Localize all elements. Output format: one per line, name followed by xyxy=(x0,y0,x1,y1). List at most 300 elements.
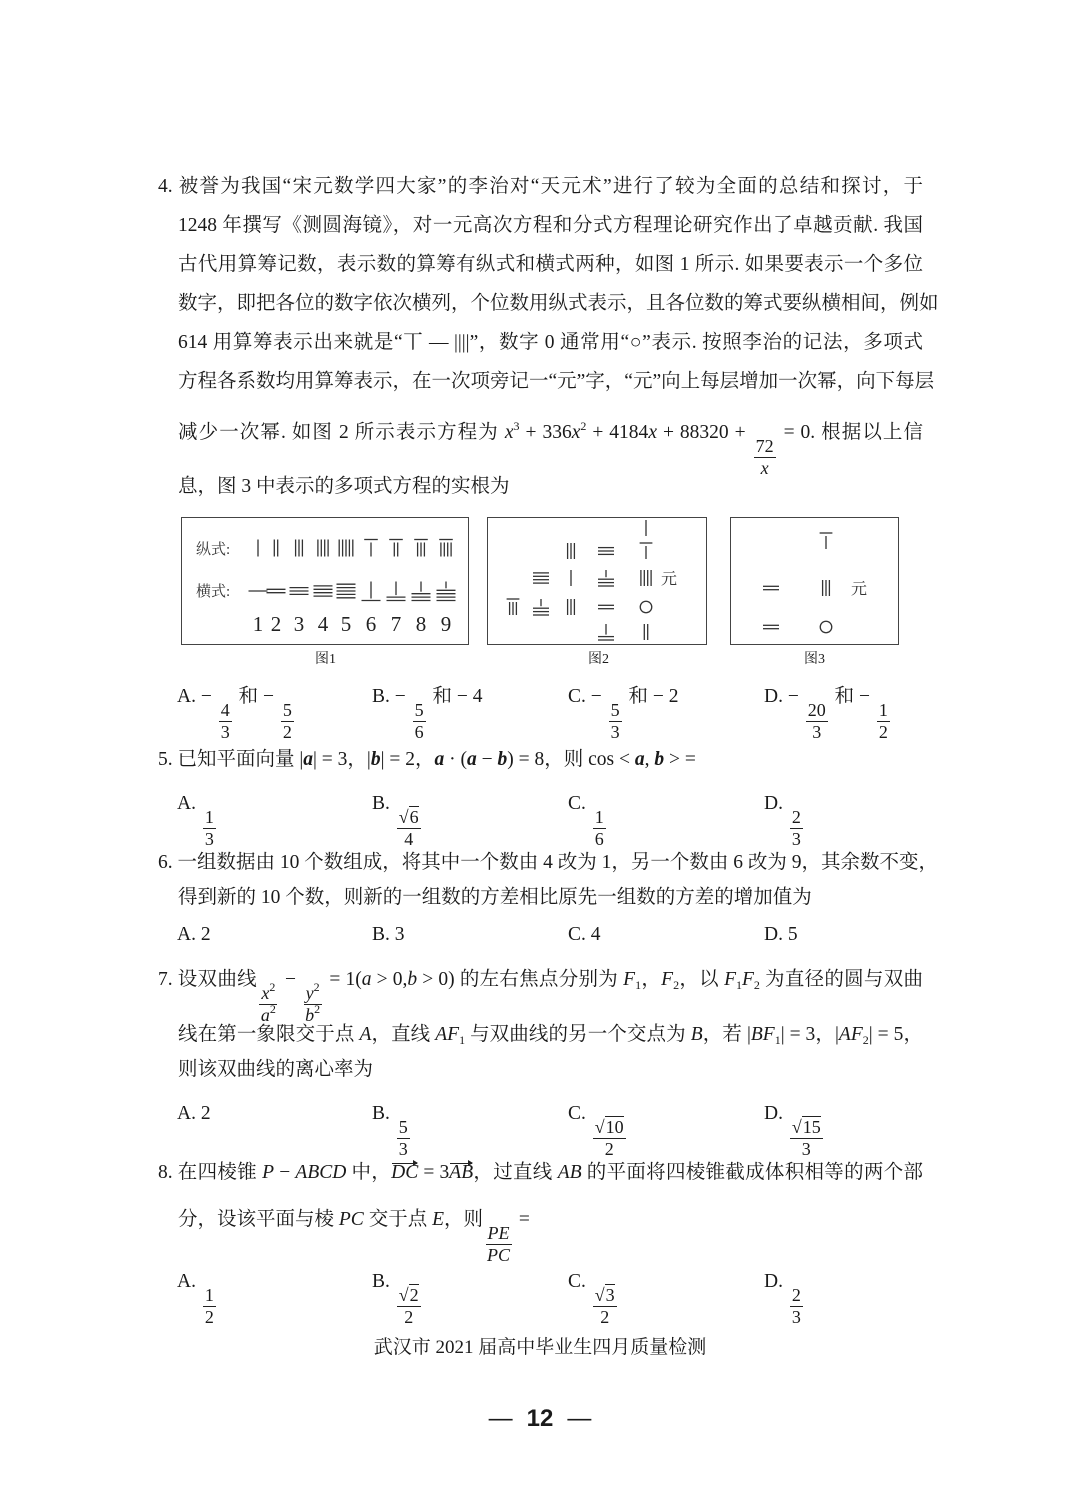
superscript: 2 xyxy=(269,1002,276,1016)
text-run: B. 3 xyxy=(372,924,405,945)
numerator xyxy=(281,700,294,722)
fraction xyxy=(203,807,216,850)
rod-digit-2 xyxy=(763,625,779,628)
text-run: − xyxy=(279,969,302,990)
q6-line xyxy=(158,849,939,877)
text-run: 5 xyxy=(610,700,620,720)
rod-digit-5 xyxy=(337,584,356,598)
denominator xyxy=(219,722,232,743)
text-run: − xyxy=(274,1162,296,1183)
text-run: 和 − xyxy=(829,686,875,707)
q7-option-a xyxy=(177,1100,211,1128)
fraction xyxy=(593,807,606,850)
fraction xyxy=(259,980,278,1026)
denominator xyxy=(402,829,415,850)
q4-option-c xyxy=(568,683,679,743)
digit-label: 7 xyxy=(390,612,402,636)
text-run: 与双曲线的另一个交点为 xyxy=(465,1024,691,1045)
q6-option-c xyxy=(568,921,601,949)
text-run: ，以 xyxy=(679,969,725,990)
rod-digit-8 xyxy=(598,570,614,586)
numerator xyxy=(790,1117,823,1139)
text-run: 5 xyxy=(414,700,424,720)
rod-digit-6 xyxy=(362,582,381,601)
text-run: 3 xyxy=(791,1307,801,1327)
text-run: − xyxy=(476,749,498,770)
q4-line xyxy=(178,473,510,501)
q4-line xyxy=(178,212,923,240)
text-run: 古代用算筹记数，表示数的算筹有纵式和横式两种，如图 1 所示. 如果要表示一个多位 xyxy=(178,254,923,275)
text-run: 3 xyxy=(801,1139,811,1159)
subscript: 1 xyxy=(774,1033,781,1047)
rod-digit-2 xyxy=(644,624,647,640)
text-run: 5. 已知平面向量 | xyxy=(158,749,304,770)
text-run: C. xyxy=(568,1271,591,1292)
numerator xyxy=(593,1285,617,1307)
q4-line xyxy=(178,290,939,318)
rod-digit-8 xyxy=(533,599,549,615)
rod-digit-0 xyxy=(640,601,652,613)
math-variable: PC xyxy=(338,1209,364,1230)
q4-line xyxy=(158,173,923,201)
denominator xyxy=(877,722,890,743)
text-run: D. − xyxy=(764,686,804,707)
subscript: 2 xyxy=(753,978,760,992)
rod-digit-7 xyxy=(389,540,403,557)
denominator xyxy=(203,1307,216,1328)
math-variable: E xyxy=(432,1209,444,1230)
fraction xyxy=(754,436,776,479)
numerator xyxy=(486,1223,512,1245)
rod-digit-6 xyxy=(364,540,378,557)
denominator xyxy=(609,722,622,743)
numerator xyxy=(790,807,803,829)
text-run: 交于点 xyxy=(363,1209,433,1230)
math-variable: B xyxy=(690,1024,703,1045)
text-run: 3 xyxy=(204,829,214,849)
text-run: = xyxy=(514,1209,530,1230)
vector-arrow: DC xyxy=(391,1162,419,1183)
text-run: 和 − 4 xyxy=(427,686,483,707)
yuan-marker: 元 xyxy=(851,581,868,598)
text-run: 2 xyxy=(604,1139,614,1159)
fraction xyxy=(303,980,322,1026)
figure-2 xyxy=(487,517,707,645)
fraction xyxy=(203,1285,216,1328)
q4-option-d xyxy=(764,683,892,743)
math-variable: PC xyxy=(487,1245,511,1265)
text-run: 的平面将四棱锥截成体积相等的两个部 xyxy=(581,1162,923,1183)
page-number xyxy=(0,1405,1080,1433)
rod-digit-4 xyxy=(314,586,333,596)
fraction xyxy=(397,1285,421,1328)
rod-digit-8 xyxy=(414,540,428,557)
text-run: 1 xyxy=(204,1285,214,1305)
vector-symbol: a xyxy=(467,749,477,770)
text-run: > 0, xyxy=(371,969,408,990)
numerator xyxy=(593,807,606,829)
rod-digit-8 xyxy=(507,599,520,615)
text-run: D. 5 xyxy=(764,924,798,945)
numerator xyxy=(413,700,426,722)
fraction xyxy=(281,700,294,743)
digit-label: 1 xyxy=(252,612,264,636)
text-run: > 0) 的左右焦点分别为 xyxy=(417,969,624,990)
radicand: 2 xyxy=(409,1285,419,1305)
numerator xyxy=(397,1285,421,1307)
text-run: 2 xyxy=(791,807,801,827)
text-run: + 4184 xyxy=(586,422,649,443)
text-run: ， xyxy=(641,969,662,990)
text-run: 6 xyxy=(594,829,604,849)
q7-line xyxy=(178,1056,373,1084)
vector-arrow: AB xyxy=(449,1162,474,1183)
numerator xyxy=(219,700,232,722)
denominator xyxy=(413,722,426,743)
text-run: C. xyxy=(568,1103,591,1124)
text-run: 3 xyxy=(398,1139,408,1159)
vector-symbol: a xyxy=(434,749,445,770)
square-root xyxy=(399,1284,419,1305)
text-run: = 0. 根据以上信 xyxy=(777,422,924,443)
text-run: B. − xyxy=(372,686,411,707)
vector-symbol: b xyxy=(370,749,381,770)
math-variable: F xyxy=(741,969,754,990)
q4-option-a xyxy=(177,683,296,743)
q8-option-b xyxy=(372,1268,423,1328)
text-run: A. xyxy=(177,1271,201,1292)
text-run: 1 xyxy=(204,807,214,827)
text-run: = 1( xyxy=(324,969,362,990)
text-run: 2 xyxy=(204,1307,214,1327)
digit-label: 4 xyxy=(317,612,329,636)
q8-option-a xyxy=(177,1268,218,1328)
numerator xyxy=(203,807,216,829)
fraction xyxy=(219,700,232,743)
numerator xyxy=(609,700,622,722)
figure-3 xyxy=(730,517,899,645)
q8-line xyxy=(178,1206,530,1266)
text-run: A. 2 xyxy=(177,1103,211,1124)
radicand: 15 xyxy=(802,1117,821,1137)
numerator xyxy=(203,1285,216,1307)
exam-title-footer: 武汉市 2021 届高中毕业生四月质量检测 xyxy=(373,1337,707,1358)
text-run: = 3 xyxy=(418,1162,450,1183)
numerator xyxy=(754,436,776,458)
text-run: 1248 年撰写《测圆海镜》，对一元高次方程和分式方程理论研究作出了卓越贡献. 我国 xyxy=(178,215,923,236)
rod-digit-6 xyxy=(820,533,833,549)
text-run: 72 xyxy=(755,436,774,456)
text-run: C. xyxy=(568,793,591,814)
digit-label: 8 xyxy=(415,612,427,636)
denominator xyxy=(810,722,823,743)
rod-digit-8 xyxy=(412,582,431,601)
zero-circle xyxy=(820,621,832,633)
subscript: 1 xyxy=(735,978,742,992)
rod-equation-figure-2 xyxy=(488,518,706,644)
vector-symbol: b xyxy=(654,749,665,770)
rod-digit-0 xyxy=(820,621,832,633)
vector-symbol: b xyxy=(497,749,508,770)
denominator xyxy=(603,1139,616,1160)
superscript: 3 xyxy=(513,419,520,433)
superscript: 2 xyxy=(580,419,587,433)
text-run: ) = 8，则 cos < xyxy=(507,749,635,770)
fraction xyxy=(790,1117,823,1160)
q5-option-b xyxy=(372,790,423,850)
subscript: 1 xyxy=(459,1033,466,1047)
q4-option-b xyxy=(372,683,483,743)
math-variable: AB xyxy=(557,1162,582,1183)
rod-equation-figure-3 xyxy=(731,518,898,644)
text-run: 中， xyxy=(346,1162,392,1183)
text-run: 得到新的 10 个数，则新的一组数的方差相比原先一组数的方差的增加值为 xyxy=(178,887,812,908)
text-run: · ( xyxy=(444,749,467,770)
text-run: 2 xyxy=(600,1307,610,1327)
math-variable: AF xyxy=(435,1024,460,1045)
fraction xyxy=(877,700,890,743)
q6-option-d xyxy=(764,921,798,949)
rod-digit-3 xyxy=(823,580,830,596)
rod-digit-4 xyxy=(533,573,549,583)
subscript: 1 xyxy=(635,978,642,992)
zero-circle xyxy=(640,601,652,613)
text-run: ，直线 xyxy=(371,1024,436,1045)
fraction xyxy=(790,1285,803,1328)
q7-line xyxy=(178,1021,923,1049)
radicand: 3 xyxy=(605,1285,615,1305)
rod-digit-4 xyxy=(318,540,328,557)
math-variable: x xyxy=(571,422,581,443)
q7-option-c xyxy=(568,1100,628,1160)
radicand: 10 xyxy=(605,1117,624,1137)
denominator xyxy=(485,1245,512,1266)
square-root xyxy=(792,1116,821,1137)
q4-line xyxy=(178,329,923,357)
math-variable: P xyxy=(262,1162,275,1183)
text-run: 为直径的圆与双曲 xyxy=(759,969,923,990)
text-run: D. xyxy=(764,1271,788,1292)
dash: — xyxy=(488,1405,513,1432)
text-run: 2 xyxy=(282,722,292,742)
math-variable: F xyxy=(724,969,736,990)
math-variable: x xyxy=(504,422,514,443)
fraction xyxy=(790,807,803,850)
math-variable: AF xyxy=(838,1024,863,1045)
text-run: 614 用算筹表示出来就是“丅 — ||||”，数字 0 通常用“○”表示. 按照李治的记法，多项式 xyxy=(178,332,923,353)
rod-digit-4 xyxy=(641,570,651,586)
text-run: 4 xyxy=(404,829,414,849)
text-run: 5 xyxy=(398,1117,408,1137)
superscript: 2 xyxy=(269,980,276,994)
text-run: | = 5， xyxy=(868,1024,923,1045)
figure-1-caption: 图1 xyxy=(315,652,336,667)
q8-option-d xyxy=(764,1268,805,1328)
denominator xyxy=(593,829,606,850)
rod-digit-3 xyxy=(568,543,575,559)
text-run: 方程各系数均用算筹表示，在一次项旁记一“元”字，“元”向上每层增加一次幂，向下每层 xyxy=(178,371,935,392)
vector-symbol: a xyxy=(634,749,645,770)
q6-option-a xyxy=(177,921,211,949)
radical-sign: √ xyxy=(594,1285,605,1305)
subscript: 2 xyxy=(862,1033,869,1047)
text-run: 2 xyxy=(878,722,888,742)
rod-digit-2 xyxy=(267,589,286,592)
rod-digit-3 xyxy=(290,588,309,595)
radical-sign: √ xyxy=(398,807,409,827)
q8-line xyxy=(158,1159,923,1187)
denominator xyxy=(281,722,294,743)
fraction xyxy=(397,1117,410,1160)
text-run: B. xyxy=(372,793,395,814)
denominator xyxy=(203,829,216,850)
rod-digit-2 xyxy=(274,540,277,557)
text-run: 减少一次幂. 如图 2 所示表示方程为 xyxy=(178,422,505,443)
q5-option-d xyxy=(764,790,805,850)
radical-sign: √ xyxy=(594,1117,605,1137)
figure-1 xyxy=(181,517,469,645)
numerator xyxy=(593,1117,626,1139)
math-variable: A xyxy=(359,1024,372,1045)
numerator xyxy=(397,807,421,829)
rod-digit-9 xyxy=(439,540,453,557)
denominator xyxy=(402,1307,415,1328)
text-run: 则该双曲线的离心率为 xyxy=(178,1059,374,1080)
superscript: 2 xyxy=(313,980,320,994)
digit-label: 9 xyxy=(440,612,452,636)
superscript: 2 xyxy=(314,1002,321,1016)
math-variable: BF xyxy=(750,1024,775,1045)
yuan-marker: 元 xyxy=(661,571,678,588)
text-run: ，过直线 xyxy=(473,1162,558,1183)
rod-numeral-chart xyxy=(182,518,468,644)
text-run: 6 xyxy=(414,722,424,742)
fraction xyxy=(485,1223,512,1266)
rod-digit-3 xyxy=(296,540,303,557)
rod-digit-7 xyxy=(387,582,406,601)
square-root xyxy=(595,1284,615,1305)
math-variable: a xyxy=(361,969,372,990)
digit-label: 3 xyxy=(293,612,305,636)
radicand: 6 xyxy=(409,807,419,827)
fraction xyxy=(806,700,828,743)
text-run: 数字，即把各位的数字依次横列，个位数用纵式表示，且各位数的筹式要纵横相间，例如 xyxy=(178,293,939,314)
text-run: 3 xyxy=(812,722,822,742)
text-run: D. xyxy=(764,793,788,814)
text-run: 和 − 2 xyxy=(623,686,679,707)
text-run: D. xyxy=(764,1103,788,1124)
text-run: 6. 一组数据由 10 个数组成，将其中一个数由 4 改为 1，另一个数由 6 改为 9，其余数不变， xyxy=(158,852,939,873)
numerator xyxy=(806,700,828,722)
dash: — xyxy=(567,1405,592,1432)
math-variable: b xyxy=(407,969,418,990)
figure-2-caption: 图2 xyxy=(588,652,609,667)
q5-line xyxy=(158,746,923,774)
q7-option-d xyxy=(764,1100,825,1160)
text-run: 线在第一象限交于点 xyxy=(178,1024,360,1045)
text-run: 7. 设双曲线 xyxy=(158,969,257,990)
denominator xyxy=(759,458,771,479)
page-number-value: 12 xyxy=(526,1405,554,1432)
math-variable: PE xyxy=(487,1223,510,1243)
math-variable: F xyxy=(623,969,636,990)
math-variable: x xyxy=(760,458,769,478)
rod-digit-7 xyxy=(598,624,614,640)
text-run: 1 xyxy=(878,700,888,720)
math-variable: b xyxy=(305,1005,315,1025)
fraction xyxy=(413,700,426,743)
text-run: 2 xyxy=(791,1285,801,1305)
q5-option-c xyxy=(568,790,608,850)
text-run: 3 xyxy=(791,829,801,849)
math-variable: ABCD xyxy=(295,1162,347,1183)
q5-option-a xyxy=(177,790,218,850)
denominator xyxy=(790,1307,803,1328)
denominator xyxy=(397,1139,410,1160)
text-run: + 88320 + xyxy=(656,422,752,443)
text-run: C. 4 xyxy=(568,924,601,945)
rod-digit-2 xyxy=(763,586,779,589)
numerator xyxy=(397,1117,410,1139)
denominator xyxy=(790,829,803,850)
text-run: 3 xyxy=(610,722,620,742)
math-variable: x xyxy=(648,422,657,443)
numerator xyxy=(790,1285,803,1307)
math-variable: a xyxy=(260,1005,270,1025)
vertical-form-label: 纵式: xyxy=(196,542,231,558)
text-run: 1 xyxy=(594,807,604,827)
q7-option-b xyxy=(372,1100,412,1160)
rod-digit-3 xyxy=(598,548,614,555)
text-run: | = 3，| xyxy=(780,1024,839,1045)
text-run: > = xyxy=(664,749,696,770)
denominator xyxy=(800,1139,813,1160)
figure-3-caption: 图3 xyxy=(804,652,825,667)
text-run: ，则 xyxy=(444,1209,484,1230)
vector-symbol: a xyxy=(303,749,314,770)
square-root xyxy=(399,806,419,827)
fraction xyxy=(593,1117,626,1160)
rod-digit-5 xyxy=(339,540,353,557)
text-run: A. 2 xyxy=(177,924,211,945)
q6-line xyxy=(178,884,812,912)
digit-label: 2 xyxy=(270,612,282,636)
text-run: | = 2， xyxy=(380,749,435,770)
q4-line xyxy=(178,368,935,396)
rod-digit-9 xyxy=(437,582,456,601)
fraction xyxy=(593,1285,617,1328)
math-variable: y xyxy=(305,983,314,1003)
q8-option-c xyxy=(568,1268,619,1328)
text-run: 2 xyxy=(404,1307,414,1327)
text-run: 和 − xyxy=(233,686,279,707)
text-run: 3 xyxy=(220,722,230,742)
radical-sign: √ xyxy=(398,1285,409,1305)
text-run: | = 3，| xyxy=(313,749,371,770)
fraction xyxy=(609,700,622,743)
q4-line xyxy=(178,251,923,279)
subscript: 2 xyxy=(673,978,680,992)
text-run: ，若 | xyxy=(702,1024,751,1045)
text-run: 8. 在四棱锥 xyxy=(158,1162,263,1183)
digit-label: 6 xyxy=(365,612,377,636)
text-run: 5 xyxy=(282,700,292,720)
math-variable: x xyxy=(261,983,270,1003)
numerator xyxy=(877,700,890,722)
text-run: + 336 xyxy=(519,422,572,443)
text-run: 4 xyxy=(220,700,230,720)
q7-line xyxy=(158,966,923,1026)
